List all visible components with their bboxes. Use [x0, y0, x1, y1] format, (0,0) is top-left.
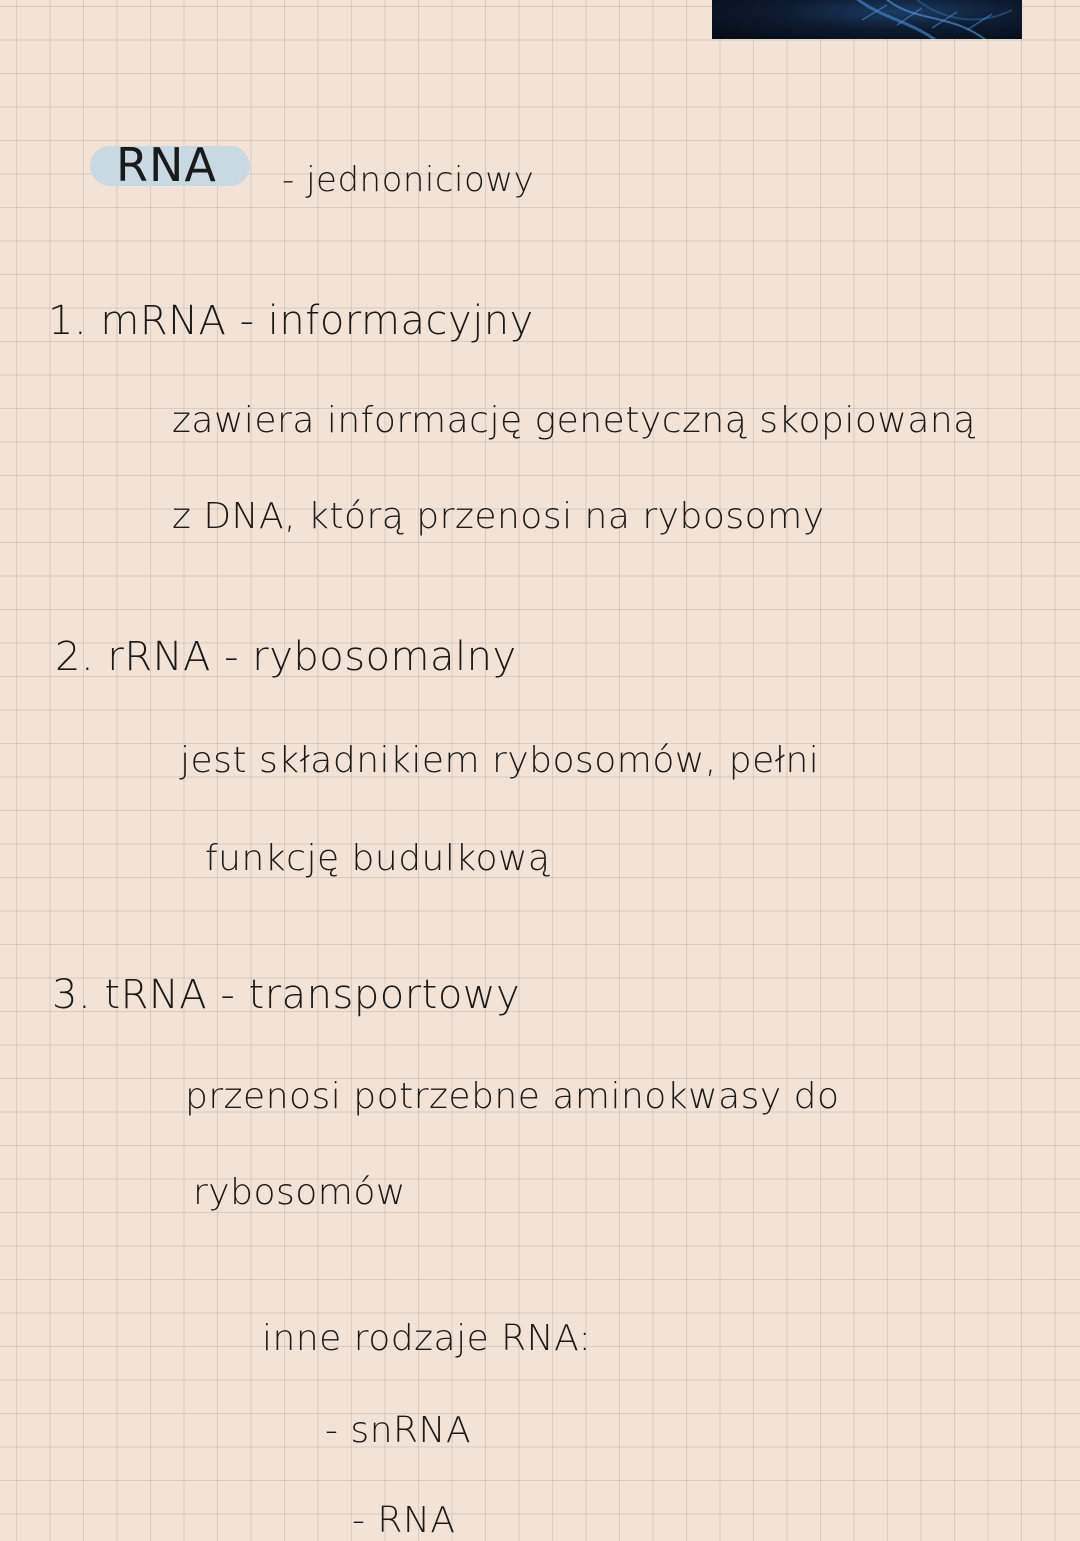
page-title: RNA — [116, 138, 217, 192]
section-2-line-2: funkcję budulkową — [205, 838, 551, 879]
section-3-heading: 3. tRNA - transportowy — [52, 972, 521, 1018]
title-annotation: - jednoniciowy — [282, 160, 535, 200]
other-types-heading: inne rodzaje RNA: — [262, 1318, 592, 1359]
other-type-item-1: - snRNA — [325, 1410, 472, 1451]
section-3-line-1: przenosi potrzebne aminokwasy do — [185, 1076, 840, 1117]
section-2-heading: 2. rRNA - rybosomalny — [55, 634, 517, 680]
dna-photo-strip — [712, 0, 1022, 39]
section-1-heading: 1. mRNA - informacyjny — [48, 298, 534, 344]
section-1-line-2: z DNA, którą przenosi na rybosomy — [172, 496, 825, 537]
section-3-line-2: rybosomów — [193, 1172, 406, 1213]
section-2-line-1: jest składnikiem rybosomów, pełni — [180, 740, 820, 781]
other-type-item-2: - RNA — [352, 1500, 456, 1541]
section-1-line-1: zawiera informację genetyczną skopiowaną — [172, 400, 976, 441]
